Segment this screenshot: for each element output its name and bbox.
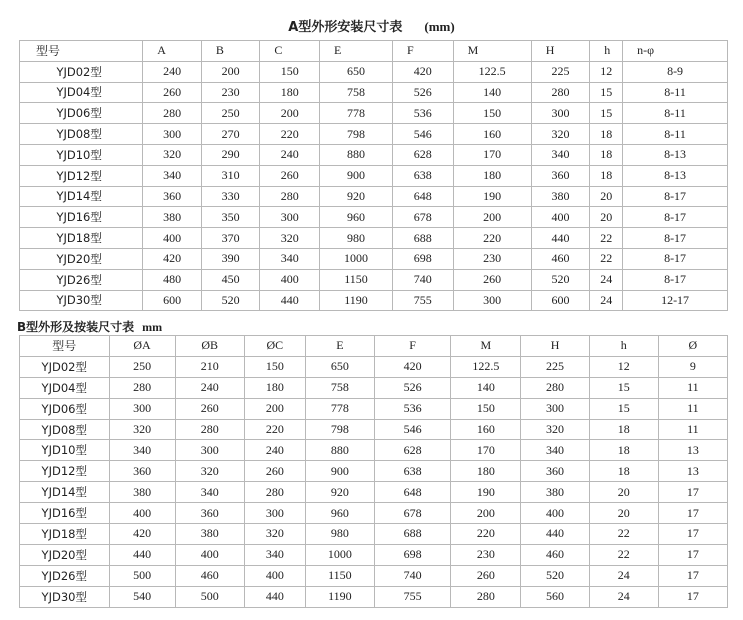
table-row [20, 565, 728, 586]
value-cell: 240 [175, 377, 244, 398]
value-cell: 900 [305, 461, 374, 482]
table-b-unit: mm [142, 320, 163, 334]
value-cell: 320 [109, 419, 175, 440]
table-row [20, 228, 728, 249]
value-cell: 225 [531, 61, 590, 82]
column-header: E [320, 41, 393, 62]
value-cell: 460 [521, 544, 589, 565]
value-cell: 560 [521, 586, 589, 607]
value-cell: 638 [392, 165, 453, 186]
value-cell: 18 [590, 165, 623, 186]
value-cell: 360 [175, 503, 244, 524]
value-cell: 8-17 [623, 228, 728, 249]
value-cell: 13 [658, 440, 727, 461]
table-row [20, 524, 728, 545]
value-cell: 20 [590, 186, 623, 207]
model-cell: YJD30型 [20, 586, 110, 607]
value-cell: 740 [392, 269, 453, 290]
value-cell: 320 [175, 461, 244, 482]
value-cell: 380 [109, 482, 175, 503]
value-cell: 1190 [305, 586, 374, 607]
model-cell: YJD12型 [20, 461, 110, 482]
value-cell: 300 [531, 103, 590, 124]
value-cell: 360 [109, 461, 175, 482]
value-cell: 350 [201, 207, 260, 228]
value-cell: 778 [305, 398, 374, 419]
column-header: ØC [244, 336, 305, 357]
value-cell: 150 [453, 103, 531, 124]
table-row [20, 419, 728, 440]
value-cell: 200 [260, 103, 320, 124]
value-cell: 8-9 [623, 61, 728, 82]
value-cell: 380 [531, 186, 590, 207]
model-cell: YJD10型 [20, 440, 110, 461]
value-cell: 1150 [320, 269, 393, 290]
value-cell: 18 [590, 144, 623, 165]
value-cell: 150 [451, 398, 521, 419]
value-cell: 8-11 [623, 82, 728, 103]
value-cell: 798 [320, 124, 393, 145]
model-cell: YJD18型 [20, 228, 143, 249]
value-cell: 260 [175, 398, 244, 419]
value-cell: 1000 [305, 544, 374, 565]
value-cell: 648 [375, 482, 451, 503]
model-cell: YJD30型 [20, 290, 143, 311]
value-cell: 300 [453, 290, 531, 311]
value-cell: 650 [305, 356, 374, 377]
value-cell: 200 [451, 503, 521, 524]
value-cell: 220 [451, 524, 521, 545]
value-cell: 122.5 [453, 61, 531, 82]
value-cell: 310 [201, 165, 260, 186]
value-cell: 678 [392, 207, 453, 228]
value-cell: 24 [590, 290, 623, 311]
value-cell: 17 [658, 586, 727, 607]
value-cell: 880 [305, 440, 374, 461]
value-cell: 300 [260, 207, 320, 228]
model-cell: YJD18型 [20, 524, 110, 545]
table-row [20, 269, 728, 290]
value-cell: 24 [589, 586, 658, 607]
value-cell: 17 [658, 565, 727, 586]
value-cell: 520 [201, 290, 260, 311]
value-cell: 250 [201, 103, 260, 124]
value-cell: 240 [260, 144, 320, 165]
value-cell: 380 [175, 524, 244, 545]
value-cell: 370 [201, 228, 260, 249]
model-cell: YJD02型 [20, 356, 110, 377]
model-cell: YJD26型 [20, 565, 110, 586]
value-cell: 380 [521, 482, 589, 503]
value-cell: 420 [143, 248, 202, 269]
column-header: C [260, 41, 320, 62]
value-cell: 440 [260, 290, 320, 311]
value-cell: 220 [244, 419, 305, 440]
table-b-body [20, 356, 728, 607]
model-cell: YJD10型 [20, 144, 143, 165]
value-cell: 225 [521, 356, 589, 377]
value-cell: 15 [589, 377, 658, 398]
value-cell: 270 [201, 124, 260, 145]
table-row [20, 165, 728, 186]
value-cell: 15 [589, 398, 658, 419]
value-cell: 778 [320, 103, 393, 124]
value-cell: 340 [521, 440, 589, 461]
value-cell: 24 [590, 269, 623, 290]
value-cell: 360 [143, 186, 202, 207]
table-b [19, 335, 728, 608]
value-cell: 536 [375, 398, 451, 419]
value-cell: 755 [375, 586, 451, 607]
value-cell: 960 [320, 207, 393, 228]
value-cell: 400 [109, 503, 175, 524]
value-cell: 280 [109, 377, 175, 398]
value-cell: 150 [260, 61, 320, 82]
value-cell: 360 [531, 165, 590, 186]
table-b-header-row [20, 336, 728, 357]
table-a-title-text: A型外形安装尺寸表 [288, 20, 403, 35]
value-cell: 280 [531, 82, 590, 103]
value-cell: 11 [658, 419, 727, 440]
value-cell: 340 [531, 144, 590, 165]
value-cell: 758 [320, 82, 393, 103]
column-header: F [392, 41, 453, 62]
value-cell: 500 [109, 565, 175, 586]
value-cell: 420 [375, 356, 451, 377]
value-cell: 12 [590, 61, 623, 82]
value-cell: 8-17 [623, 248, 728, 269]
value-cell: 200 [201, 61, 260, 82]
value-cell: 688 [375, 524, 451, 545]
model-cell: YJD20型 [20, 248, 143, 269]
table-row [20, 482, 728, 503]
value-cell: 440 [109, 544, 175, 565]
model-cell: YJD04型 [20, 377, 110, 398]
value-cell: 526 [392, 82, 453, 103]
column-header: n-φ [623, 41, 728, 62]
value-cell: 1000 [320, 248, 393, 269]
value-cell: 400 [143, 228, 202, 249]
value-cell: 758 [305, 377, 374, 398]
value-cell: 180 [453, 165, 531, 186]
model-cell: YJD12型 [20, 165, 143, 186]
value-cell: 280 [175, 419, 244, 440]
table-row [20, 290, 728, 311]
value-cell: 260 [453, 269, 531, 290]
value-cell: 628 [375, 440, 451, 461]
value-cell: 526 [375, 377, 451, 398]
model-cell: YJD06型 [20, 398, 110, 419]
table-a-unit: (mm) [424, 19, 455, 34]
value-cell: 1150 [305, 565, 374, 586]
table-row [20, 124, 728, 145]
value-cell: 180 [451, 461, 521, 482]
value-cell: 980 [305, 524, 374, 545]
value-cell: 648 [392, 186, 453, 207]
value-cell: 12 [589, 356, 658, 377]
value-cell: 8-17 [623, 186, 728, 207]
value-cell: 8-13 [623, 144, 728, 165]
value-cell: 280 [521, 377, 589, 398]
value-cell: 11 [658, 398, 727, 419]
value-cell: 960 [305, 503, 374, 524]
model-cell: YJD04型 [20, 82, 143, 103]
value-cell: 400 [244, 565, 305, 586]
value-cell: 880 [320, 144, 393, 165]
value-cell: 22 [590, 248, 623, 269]
value-cell: 250 [109, 356, 175, 377]
column-header: 型号 [20, 41, 143, 62]
value-cell: 280 [260, 186, 320, 207]
value-cell: 260 [244, 461, 305, 482]
column-header: ØA [109, 336, 175, 357]
value-cell: 17 [658, 524, 727, 545]
table-b-title [17, 318, 162, 335]
value-cell: 210 [175, 356, 244, 377]
value-cell: 420 [109, 524, 175, 545]
value-cell: 798 [305, 419, 374, 440]
value-cell: 20 [589, 503, 658, 524]
value-cell: 220 [453, 228, 531, 249]
model-cell: YJD14型 [20, 482, 110, 503]
value-cell: 480 [143, 269, 202, 290]
value-cell: 22 [589, 544, 658, 565]
value-cell: 698 [392, 248, 453, 269]
table-row [20, 377, 728, 398]
value-cell: 400 [531, 207, 590, 228]
table-a [19, 40, 728, 311]
value-cell: 18 [589, 419, 658, 440]
value-cell: 600 [531, 290, 590, 311]
value-cell: 9 [658, 356, 727, 377]
model-cell: YJD14型 [20, 186, 143, 207]
value-cell: 755 [392, 290, 453, 311]
column-header: H [521, 336, 589, 357]
value-cell: 230 [453, 248, 531, 269]
table-row [20, 398, 728, 419]
table-row [20, 248, 728, 269]
value-cell: 380 [143, 207, 202, 228]
column-header: h [590, 41, 623, 62]
model-cell: YJD06型 [20, 103, 143, 124]
value-cell: 300 [244, 503, 305, 524]
value-cell: 8-17 [623, 269, 728, 290]
value-cell: 18 [590, 124, 623, 145]
value-cell: 300 [175, 440, 244, 461]
value-cell: 140 [451, 377, 521, 398]
value-cell: 440 [521, 524, 589, 545]
column-header: M [453, 41, 531, 62]
table-row [20, 186, 728, 207]
value-cell: 546 [392, 124, 453, 145]
table-a-title [0, 16, 743, 35]
value-cell: 400 [175, 544, 244, 565]
value-cell: 18 [589, 461, 658, 482]
value-cell: 160 [453, 124, 531, 145]
value-cell: 17 [658, 544, 727, 565]
value-cell: 200 [244, 398, 305, 419]
value-cell: 440 [531, 228, 590, 249]
value-cell: 230 [201, 82, 260, 103]
model-cell: YJD26型 [20, 269, 143, 290]
table-b-title-text: B型外形及按装尺寸表 [17, 320, 135, 334]
value-cell: 320 [521, 419, 589, 440]
value-cell: 920 [320, 186, 393, 207]
value-cell: 170 [451, 440, 521, 461]
value-cell: 340 [143, 165, 202, 186]
value-cell: 400 [521, 503, 589, 524]
value-cell: 320 [244, 524, 305, 545]
value-cell: 500 [175, 586, 244, 607]
value-cell: 340 [244, 544, 305, 565]
value-cell: 900 [320, 165, 393, 186]
value-cell: 536 [392, 103, 453, 124]
table-row [20, 82, 728, 103]
table-row [20, 61, 728, 82]
value-cell: 8-11 [623, 124, 728, 145]
table-row [20, 461, 728, 482]
column-header: Ø [658, 336, 727, 357]
value-cell: 230 [451, 544, 521, 565]
table-a-body [20, 61, 728, 311]
value-cell: 400 [260, 269, 320, 290]
value-cell: 170 [453, 144, 531, 165]
value-cell: 300 [143, 124, 202, 145]
value-cell: 460 [531, 248, 590, 269]
value-cell: 22 [589, 524, 658, 545]
value-cell: 180 [260, 82, 320, 103]
value-cell: 190 [453, 186, 531, 207]
column-header: E [305, 336, 374, 357]
value-cell: 390 [201, 248, 260, 269]
value-cell: 280 [143, 103, 202, 124]
value-cell: 190 [451, 482, 521, 503]
value-cell: 698 [375, 544, 451, 565]
value-cell: 160 [451, 419, 521, 440]
value-cell: 740 [375, 565, 451, 586]
model-cell: YJD02型 [20, 61, 143, 82]
value-cell: 1190 [320, 290, 393, 311]
table-row [20, 440, 728, 461]
model-cell: YJD16型 [20, 207, 143, 228]
value-cell: 17 [658, 482, 727, 503]
value-cell: 920 [305, 482, 374, 503]
value-cell: 340 [109, 440, 175, 461]
value-cell: 12-17 [623, 290, 728, 311]
value-cell: 11 [658, 377, 727, 398]
value-cell: 600 [143, 290, 202, 311]
value-cell: 688 [392, 228, 453, 249]
value-cell: 13 [658, 461, 727, 482]
value-cell: 650 [320, 61, 393, 82]
model-cell: YJD20型 [20, 544, 110, 565]
value-cell: 628 [392, 144, 453, 165]
value-cell: 200 [453, 207, 531, 228]
column-header: 型号 [20, 336, 110, 357]
value-cell: 20 [590, 207, 623, 228]
value-cell: 20 [589, 482, 658, 503]
value-cell: 290 [201, 144, 260, 165]
value-cell: 240 [143, 61, 202, 82]
table-row [20, 103, 728, 124]
value-cell: 540 [109, 586, 175, 607]
value-cell: 150 [244, 356, 305, 377]
column-header: B [201, 41, 260, 62]
value-cell: 638 [375, 461, 451, 482]
value-cell: 22 [590, 228, 623, 249]
value-cell: 280 [451, 586, 521, 607]
value-cell: 460 [175, 565, 244, 586]
column-header: H [531, 41, 590, 62]
table-row [20, 544, 728, 565]
value-cell: 678 [375, 503, 451, 524]
column-header: F [375, 336, 451, 357]
value-cell: 260 [451, 565, 521, 586]
table-row [20, 144, 728, 165]
column-header: h [589, 336, 658, 357]
table-a-header-row [20, 41, 728, 62]
value-cell: 8-11 [623, 103, 728, 124]
model-cell: YJD08型 [20, 419, 110, 440]
model-cell: YJD16型 [20, 503, 110, 524]
value-cell: 300 [521, 398, 589, 419]
value-cell: 180 [244, 377, 305, 398]
value-cell: 330 [201, 186, 260, 207]
value-cell: 320 [143, 144, 202, 165]
value-cell: 300 [109, 398, 175, 419]
value-cell: 15 [590, 82, 623, 103]
value-cell: 18 [589, 440, 658, 461]
value-cell: 15 [590, 103, 623, 124]
value-cell: 240 [244, 440, 305, 461]
value-cell: 546 [375, 419, 451, 440]
value-cell: 450 [201, 269, 260, 290]
value-cell: 140 [453, 82, 531, 103]
value-cell: 980 [320, 228, 393, 249]
table-row [20, 207, 728, 228]
value-cell: 24 [589, 565, 658, 586]
value-cell: 440 [244, 586, 305, 607]
value-cell: 8-13 [623, 165, 728, 186]
value-cell: 420 [392, 61, 453, 82]
value-cell: 340 [175, 482, 244, 503]
table-row [20, 503, 728, 524]
model-cell: YJD08型 [20, 124, 143, 145]
value-cell: 320 [531, 124, 590, 145]
column-header: ØB [175, 336, 244, 357]
value-cell: 260 [260, 165, 320, 186]
table-row [20, 356, 728, 377]
value-cell: 8-17 [623, 207, 728, 228]
value-cell: 17 [658, 503, 727, 524]
value-cell: 280 [244, 482, 305, 503]
value-cell: 520 [521, 565, 589, 586]
value-cell: 360 [521, 461, 589, 482]
column-header: A [143, 41, 202, 62]
column-header: M [451, 336, 521, 357]
value-cell: 340 [260, 248, 320, 269]
value-cell: 320 [260, 228, 320, 249]
value-cell: 520 [531, 269, 590, 290]
value-cell: 122.5 [451, 356, 521, 377]
value-cell: 220 [260, 124, 320, 145]
value-cell: 260 [143, 82, 202, 103]
table-row [20, 586, 728, 607]
